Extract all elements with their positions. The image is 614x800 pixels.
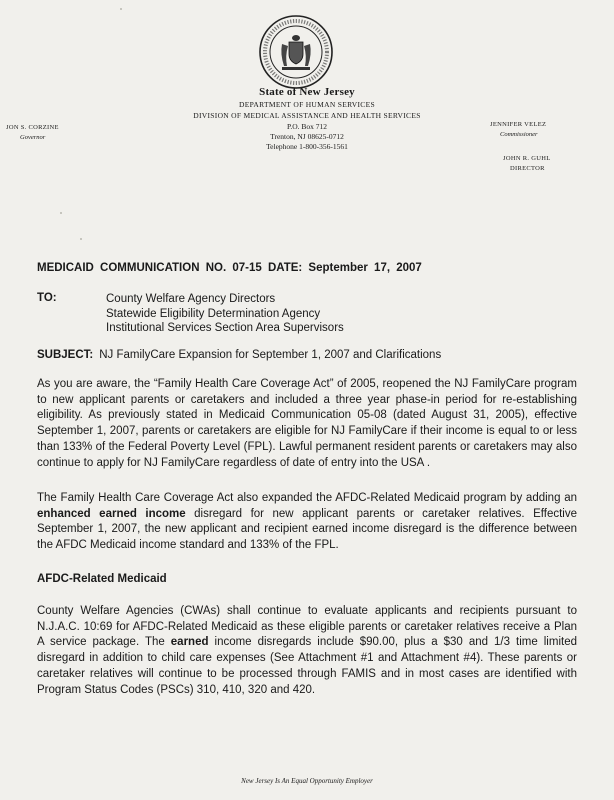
director-title: DIRECTOR bbox=[510, 165, 545, 172]
commissioner-name: JENNIFER VELEZ bbox=[490, 121, 547, 128]
recipient: Statewide Eligibility Determination Agency bbox=[106, 307, 321, 320]
scan-speck bbox=[120, 8, 122, 10]
po-box: P.O. Box 712 bbox=[286, 122, 327, 131]
department-name: DEPARTMENT OF HUMAN SERVICES bbox=[239, 100, 375, 109]
body-paragraph-1: As you are aware, the “Family Health Care Coverage Act” of 2005, reopened the NJ FamilyCare program to new applicant parents or caretakers and included a three year phase-in period for re-establishing eligibility. As previously stated in Medicaid Communication 05-08 (dated August 31, 2005), effective September 1, 2007, parents or caretakers are eligible for NJ FamilyCare if their income is equal to or less than 133% of the Federal Poverty Level (FPL). Lawful permanent resident parents or caretakers may also continue to apply for NJ FamilyCare regardless of date of entry into the USA . bbox=[37, 378, 577, 469]
commissioner-title: Commissioner bbox=[500, 131, 538, 138]
para2-text-end: disregard for new applicant parents or caretaker relatives. Effective September 1, 2007, the new applicant and recipient earned income disregard is the difference between the AFDC Medicaid income standard and 133% of the FPL. bbox=[37, 507, 577, 552]
telephone: Telephone 1-800-356-1561 bbox=[266, 142, 348, 151]
recipient-list bbox=[106, 292, 344, 336]
subject-text: NJ FamilyCare Expansion for September 1, 2007 and Clarifications bbox=[99, 349, 442, 361]
to-label: TO: bbox=[37, 292, 57, 304]
director-name: JOHN R. GUHL bbox=[503, 155, 551, 162]
recipient: Institutional Services Section Area Supervisors bbox=[106, 322, 344, 334]
subject-line bbox=[37, 349, 441, 361]
scan-speck bbox=[60, 212, 62, 214]
state-seal-logo bbox=[258, 14, 334, 90]
governor-title: Governor bbox=[20, 134, 46, 141]
recipient: County Welfare Agency Directors bbox=[106, 293, 276, 305]
governor-name: JON S. CORZINE bbox=[6, 124, 59, 131]
footer-eoe: New Jersey Is An Equal Opportunity Employer bbox=[241, 777, 373, 785]
state-title: State of New Jersey bbox=[259, 86, 355, 98]
city-address: Trenton, NJ 08625-0712 bbox=[270, 132, 344, 141]
subject-label: SUBJECT: bbox=[37, 349, 94, 361]
communication-heading: MEDICAID COMMUNICATION NO. 07-15 DATE: September 17, 2007 bbox=[37, 262, 422, 274]
para3-bold-text: earned bbox=[170, 636, 209, 649]
para3-text-start: County Welfare Agencies (CWAs) shall continue to evaluate applicants and recipients pursuant to N.J.A.C. 10:69 for AFDC-Related Medicaid as these eligible parents or caretaker relatives receive a Plan A service package. The bbox=[37, 605, 577, 649]
para2-bold-text: enhanced earned income bbox=[37, 507, 186, 520]
body-paragraph-2 bbox=[37, 491, 577, 554]
para2-text-start: The Family Health Care Coverage Act also expanded the AFDC-Related Medicaid program by adding an bbox=[37, 492, 577, 504]
scan-speck bbox=[80, 238, 82, 240]
section-heading: AFDC-Related Medicaid bbox=[37, 573, 167, 585]
para3-text-end: income disregards include $90.00, plus a $30 and 1/3 time limited disregard in addition to child care expenses (See Attachment #1 and Attachment #4). These parents or caretaker relatives will continue to be processed through FAMIS and in most cases are identified with Program Status Codes (PSCs) 310, 410, 320 and 420. bbox=[37, 636, 577, 696]
body-paragraph-3 bbox=[37, 604, 577, 698]
division-name: DIVISION OF MEDICAL ASSISTANCE AND HEALTH SERVICES bbox=[193, 111, 421, 120]
